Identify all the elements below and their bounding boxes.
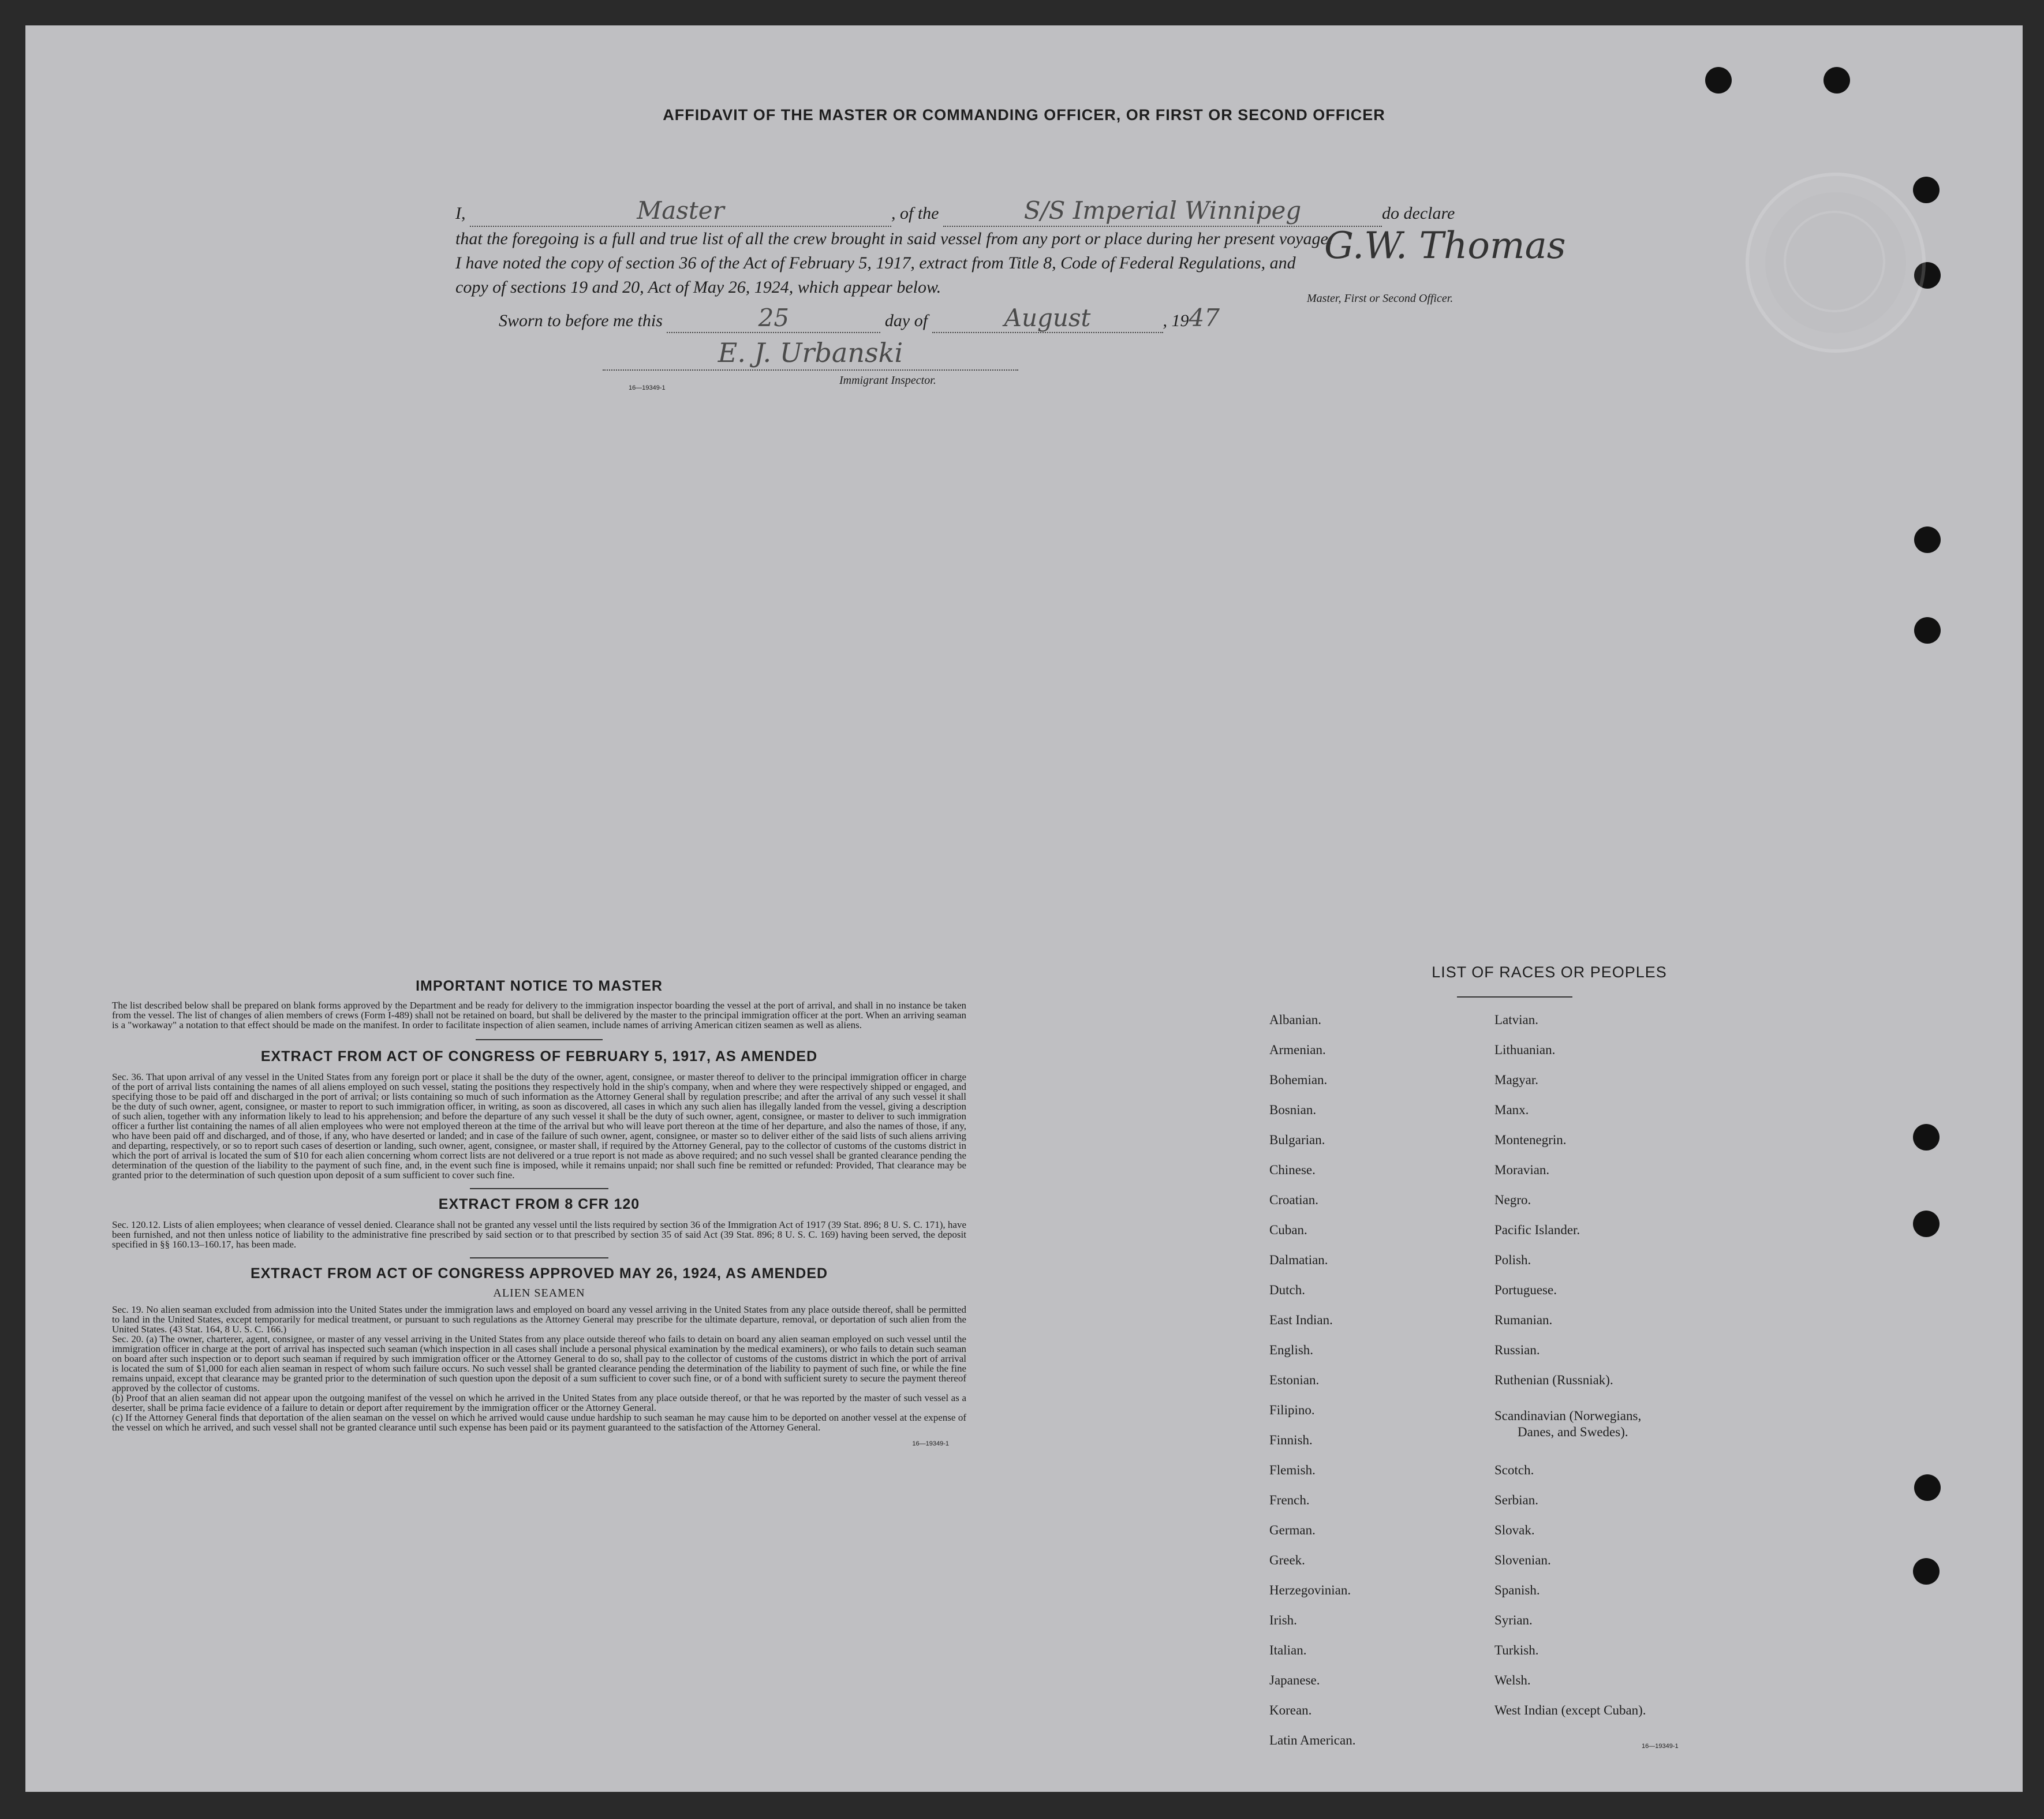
race-item: German. [1269,1523,1316,1537]
section-20a-body: Sec. 20. (a) The owner, charterer, agent, consignee, or master of any vessel arriving in the United States from any place outside thereof who fails to detain on board any alien seaman employed on such vessel until the immigration officer in charge at the port of arrival has inspected such seaman (which inspection in all cases shall include a personal physical examination by the medical examiners), or who fails to detain such seaman on board after such inspection or to deport such seaman if required by such immigration officer or the Attorney General to do so, shall pay to the collector of customs of the customs district in which the port of arrival is located the sum of $1,000 for each alien seaman in respect of whom such failure occurs. No such vessel shall be granted clearance pending the determination of the liability to payment of such fine, or while the fine remains unpaid, except that clearance may be granted prior to the determination of such question upon the deposit of a sum sufficient to cover such fine, or of a bond with sufficient surety to secure the payment thereof approved by the collector of customs. [112,1334,966,1394]
extract-cfr-title: EXTRACT FROM 8 CFR 120 [438,1196,640,1212]
race-item: Bulgarian. [1269,1133,1325,1147]
punch-hole [1914,1474,1941,1501]
race-item: Polish. [1494,1253,1531,1267]
race-item: Magyar. [1494,1073,1539,1087]
races-title: LIST OF RACES OR PEOPLES [1432,963,1667,981]
inspector-signature-field [603,337,1018,371]
form-number: 16—19349-1 [629,384,666,391]
declaration-line-3: I have noted the copy of section 36 of the Act of February 5, 1917, extract from Title 8, Code of Federal Regulations, and [455,253,1296,272]
sworn-month-field [932,304,1163,333]
race-item: Bosnian. [1269,1103,1317,1117]
races-form-number: 16—19349-1 [1642,1743,1679,1750]
divider [470,1188,608,1189]
race-item: Japanese. [1269,1673,1320,1687]
race-item: Syrian. [1494,1613,1533,1627]
races-title-rule [1457,996,1572,998]
declaration-line-4: copy of sections 19 and 20, Act of May 26, 1924, which appear below. [455,278,941,297]
master-field [470,196,891,227]
punch-hole [1913,1124,1940,1151]
race-item: Scandinavian (Norwegians, [1494,1409,1642,1423]
vessel-field [943,196,1382,227]
race-item: Manx. [1494,1103,1529,1117]
race-item: Armenian. [1269,1043,1326,1057]
affidavit-title: AFFIDAVIT OF THE MASTER OR COMMANDING OFFICER, OR FIRST OR SECOND OFFICER [663,106,1385,124]
race-item: Ruthenian (Russniak). [1494,1373,1613,1387]
punch-hole [1914,617,1941,644]
race-item: Russian. [1494,1343,1540,1357]
race-item: Korean. [1269,1703,1312,1717]
inspector-caption: Immigrant Inspector. [839,374,936,387]
race-item: Dalmatian. [1269,1253,1328,1267]
notice-title: IMPORTANT NOTICE TO MASTER [416,978,663,994]
punch-hole [1823,67,1850,94]
race-item: Herzegovinian. [1269,1583,1351,1597]
race-item: Albanian. [1269,1013,1322,1027]
inspector-signature: E. J. Urbanski [718,337,903,368]
section-20c-body: (c) If the Attorney General finds that deportation of the alien seaman on the vessel on which he arrived would cause undue hardship to such seaman he may cause him to be deported on another vessel at the expense of the vessel on which he arrived, and such vessel shall not be granted clearance until such expense has been paid or its payment guaranteed to the satisfaction of the Attorney General. [112,1412,966,1433]
declaration-prefix: I, [455,204,466,223]
sworn-day: 25 [758,304,790,332]
extract-1917-body: Sec. 36. That upon arrival of any vessel in the United States from any foreign port or place it shall be the duty of the owner, agent, consignee, or master thereof to deliver to the principal immigration officer in charge of the port of arrival lists containing the names of all aliens employed on such vessel, stating the positions they respectively hold in the ship's company, when and where they were respectively shipped or engaged, and specifying those to be paid off and discharged in the port of arrival; or lists containing so much of such information as the Attorney General shall by regulation prescribe; and after the arrival of any such vessel it shall be the duty of such owner, agent, consignee, or master to report to such immigration officer, in writing, as soon as discovered, all cases in which any such alien has illegally landed from the vessel, giving a description of such alien, together with any information likely to lead to his apprehension; and before the departure of any such vessel it shall be the duty of such owner, agent, consignee, or master to deliver to such immigration officer a further list containing the names of all alien employees who were not employed thereon at the time of the arrival but who will leave port thereon at the time of her departure, and also the names of those, if any, who have been paid off and discharged, and of those, if any, who have deserted or landed; and in case of the failure of such owner, agent, consignee, or master so to deliver either of the said lists of such aliens arriving and departing, respectively, or so to report such cases of desertion or landing, such owner, agent, consignee, or master shall, if required by the Attorney General, pay to the collector of customs of the customs district in which the port of arrival is located the sum of $10 for each alien concerning whom correct lists are not delivered or a true report is not made as above required; and no such vessel shall be granted clearance pending the determination of the question of the liability to the payment of such fine, and, in the event such fine is imposed, while it remains unpaid; nor shall such fine be remitted or refunded: Provided, That clearance may be granted prior to the determination of such question upon deposit of a sum sufficient to cover such fine. [112,1071,966,1181]
declaration-line-2: that the foregoing is a full and true list of all the crew brought in said vessel from any port or place during her present voyage. [455,229,1333,248]
divider [470,1257,608,1258]
declaration-suffix: do declare [1382,204,1455,223]
race-item: West Indian (except Cuban). [1494,1703,1646,1717]
race-item: Slovenian. [1494,1553,1551,1567]
race-item: Finnish. [1269,1433,1313,1447]
race-item: Irish. [1269,1613,1297,1627]
declaration-mid: , of the [891,204,939,223]
notice-body: The list described below shall be prepared on blank forms approved by the Department and be ready for delivery to the immigration inspector boarding the vessel at the port of arrival, and shall in no instance be taken from the vessel. The list of changes of alien members of crews (Form I-489) shall not be retained on board, but shall be delivered by the master to the principal immigration officer at the port. When an arriving seaman is a "workaway" a notation to that effect should be made on the manifest. In order to facilitate inspection of alien seamen, include names of arriving American citizen seamen as well as aliens. [112,1000,966,1030]
alien-seamen-subtitle: ALIEN SEAMEN [493,1287,585,1299]
race-item: English. [1269,1343,1314,1357]
punch-hole [1914,526,1941,553]
punch-hole [1913,177,1940,203]
section-20b-body: (b) Proof that an alien seaman did not appear upon the outgoing manifest of the vessel on which he arrived in the United States from any place outside thereof, or that he was reported by the master of such vessel as a deserter, shall be prima facie evidence of a failure to detain or deport after requirement by the immigration officer or the Attorney General. [112,1392,966,1413]
extract-cfr-body: Sec. 120.12. Lists of alien employees; when clearance of vessel denied. Clearance shall not be granted any vessel until the lists required by section 36 of the Immigration Act of 1917 (39 Stat. 896; 8 U. S. C. 171), have been furnished, and not then unless notice of liability to the administrative fine prescribed by said section or to that prescribed by section 35 of said Act (39 Stat. 896; 8 U. S. C. 169) having been served, the deposit specified in §§ 160.13–160.17, has been made. [112,1219,966,1250]
sworn-prefix: Sworn to before me this [499,311,663,330]
document-page [25,25,2023,1792]
sworn-year-prefix: , 19 [1163,311,1189,330]
race-item: Lithuanian. [1494,1043,1556,1057]
race-item: Chinese. [1269,1163,1316,1177]
race-item: Rumanian. [1494,1313,1553,1327]
race-item: Estonian. [1269,1373,1320,1387]
extract-1924-title: EXTRACT FROM ACT OF CONGRESS APPROVED MAY 26, 1924, AS AMENDED [250,1265,828,1282]
race-item: Montenegrin. [1494,1133,1567,1147]
race-item: Danes, and Swedes). [1518,1425,1628,1439]
section-19-body: Sec. 19. No alien seaman excluded from admission into the United States under the immigration laws and employed on board any vessel arriving in the United States from any place outside thereof, shall be permitted to land in the United States, except temporarily for medical treatment, or pursuant to such regulations as the Attorney General may prescribe for the ultimate departure, removal, or deportation of such alien from the United States. (43 Stat. 164, 8 U. S. C. 166.) [112,1304,966,1335]
declaration-line-1 [455,196,1587,227]
race-item: Flemish. [1269,1463,1316,1477]
race-item: Turkish. [1494,1643,1539,1657]
race-item: Negro. [1494,1193,1531,1207]
race-item: Portuguese. [1494,1283,1557,1297]
vessel-handwriting: S/S Imperial Winnipeg [1023,196,1302,225]
race-item: Filipino. [1269,1403,1315,1417]
embossed-seal [1746,173,1926,353]
master-handwriting: Master [637,196,724,225]
race-item: Dutch. [1269,1283,1305,1297]
divider [476,1039,603,1040]
master-signature: G.W. Thomas [1324,225,1566,267]
race-item: Latvian. [1494,1013,1538,1027]
extract-1917-title: EXTRACT FROM ACT OF CONGRESS OF FEBRUARY 5, 1917, AS AMENDED [260,1048,818,1064]
punch-hole [1913,1558,1940,1585]
race-item: Cuban. [1269,1223,1307,1237]
race-item: Scotch. [1494,1463,1534,1477]
race-item: Bohemian. [1269,1073,1328,1087]
sworn-month: August [1004,304,1091,332]
race-item: Latin American. [1269,1733,1356,1747]
punch-hole [1705,67,1732,94]
notice-column [112,978,966,1447]
race-item: Greek. [1269,1553,1305,1567]
race-item: Slovak. [1494,1523,1535,1537]
race-item: Moravian. [1494,1163,1550,1177]
sworn-mid: day of [884,311,928,330]
sworn-year: 47 [1189,304,1220,332]
notice-form-number: 16—19349-1 [912,1440,949,1447]
race-item: East Indian. [1269,1313,1333,1327]
sworn-day-field [667,304,880,333]
punch-hole [1913,1211,1940,1237]
sworn-line [499,304,1220,333]
race-item: Pacific Islander. [1494,1223,1580,1237]
race-item: Croatian. [1269,1193,1318,1207]
race-item: Italian. [1269,1643,1307,1657]
master-signature-caption: Master, First or Second Officer. [1307,292,1453,305]
race-item: Serbian. [1494,1493,1539,1507]
race-item: French. [1269,1493,1310,1507]
race-item: Spanish. [1494,1583,1540,1597]
race-item: Welsh. [1494,1673,1531,1687]
